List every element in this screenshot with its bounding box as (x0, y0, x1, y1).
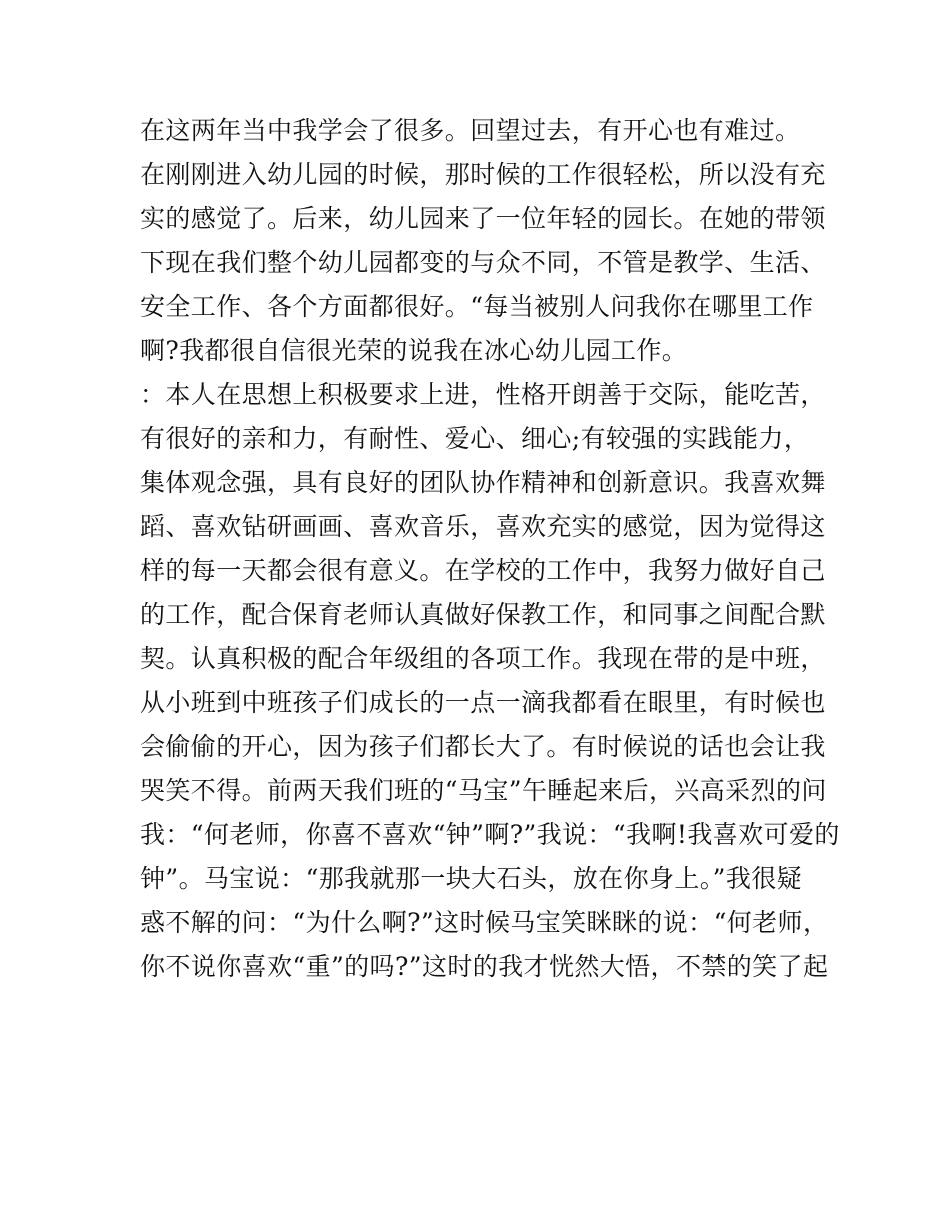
text-line: 有很好的亲和力，有耐性、爱心、细心;有较强的实践能力， (140, 424, 810, 453)
text-line: ：本人在思想上积极要求上进，性格开朗善于交际，能吃苦， (140, 380, 826, 409)
text-line: 我：“何老师，你喜不喜欢“钟”啊?”我说：“我啊!我喜欢可爱的 (140, 820, 840, 849)
text-line: 契。认真积极的配合年级组的各项工作。我现在带的是中班， (140, 644, 826, 673)
text-line: 样的每一天都会很有意义。在学校的工作中，我努力做好自己 (140, 556, 826, 585)
text-line: 集体观念强，具有良好的团队协作精神和创新意识。我喜欢舞 (140, 468, 826, 497)
text-line: 在刚刚进入幼儿园的时候，那时候的工作很轻松，所以没有充 (140, 160, 826, 189)
text-line: 哭笑不得。前两天我们班的“马宝”午睡起来后，兴高采烈的问 (140, 776, 827, 805)
text-line: 会偷偷的开心，因为孩子们都长大了。有时候说的话也会让我 (140, 732, 826, 761)
text-line: 啊?我都很自信很光荣的说我在冰心幼儿园工作。 (140, 336, 688, 365)
text-line: 惑不解的问：“为什么啊?”这时候马宝笑眯眯的说：“何老师， (140, 908, 829, 937)
text-line: 在这两年当中我学会了很多。回望过去，有开心也有难过。 (140, 116, 801, 145)
text-line: 钟”。马宝说：“那我就那一块大石头，放在你身上。”我很疑 (140, 864, 803, 893)
text-line: 从小班到中班孩子们成长的一点一滴我都看在眼里，有时候也 (140, 688, 826, 717)
body-text (140, 109, 840, 989)
text-line: 安全工作、各个方面都很好。“每当被别人问我你在哪里工作 (140, 292, 814, 321)
text-line: 下现在我们整个幼儿园都变的与众不同，不管是教学、生活、 (140, 248, 826, 277)
text-line: 蹈、喜欢钻研画画、喜欢音乐，喜欢充实的感觉，因为觉得这 (140, 512, 826, 541)
text-line: 你不说你喜欢“重”的吗?”这时的我才恍然大悟，不禁的笑了起 (140, 952, 829, 981)
text-line: 的工作，配合保育老师认真做好保教工作，和同事之间配合默 (140, 600, 826, 629)
text-line: 实的感觉了。后来，幼儿园来了一位年轻的园长。在她的带领 (140, 204, 826, 233)
